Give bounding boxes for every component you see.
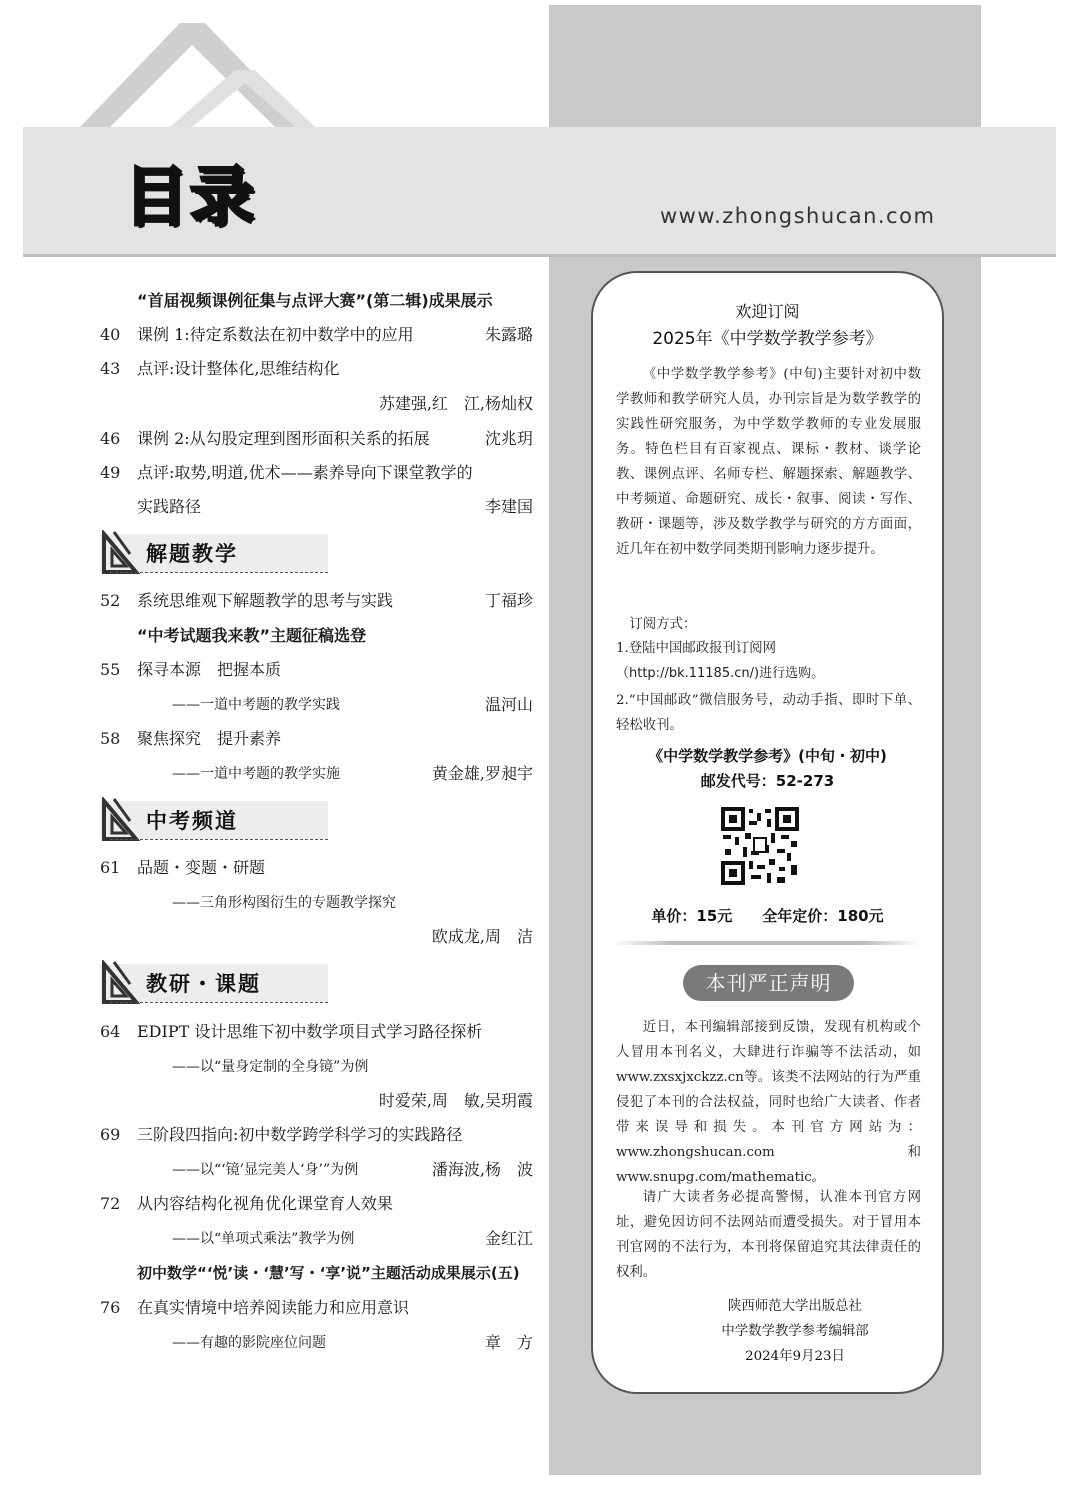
page-number: 46: [100, 429, 121, 448]
signature-editorial: 中学数学教学参考编辑部: [721, 1324, 869, 1339]
section-title: 中考频道: [146, 809, 238, 833]
article-title[interactable]: 课例 2:从勾股定理到图形面积关系的拓展: [137, 429, 430, 448]
article-author: 欧成龙,周 洁: [431, 927, 533, 946]
set-square-icon: [100, 797, 140, 843]
header-divider: [23, 254, 1056, 257]
article-title[interactable]: 探寻本源 把握本质: [137, 660, 282, 679]
article-subtitle: ——三角形构图衍生的专题教学探究: [172, 895, 396, 911]
signature-date: 2024年9月23日: [745, 1349, 845, 1364]
section-title: 教研・课题: [146, 972, 261, 996]
article-title[interactable]: 课例 1:待定系数法在初中数学中的应用: [137, 325, 414, 344]
page-number: 49: [100, 463, 121, 482]
article-subtitle: ——有趣的影院座位问题: [172, 1335, 326, 1351]
order-label: 订阅方式：: [629, 617, 697, 632]
article-subtitle: ——一道中考题的教学实践: [172, 697, 340, 713]
article-author: 李建国: [484, 497, 533, 516]
roof-decoration-icon: [60, 15, 320, 130]
page-number: 40: [100, 325, 121, 344]
journal-intro: 《中学数学教学参考》(中旬)主要针对初中数学教师和教学研究人员，办刊宗旨是为数学教学的实践性研究服务，为中学数学教师的专业发展服务。特色栏目有百家视点、课标・教材、谈学论教、课例点评、名师专栏、解题探索、解题教学、中考频道、命题研究、成长・叙事、阅读・写作、教研・课题等，涉及数学教学与研究的方方面面，近几年在初中数学同类期刊影响力逐步提升。: [616, 367, 921, 557]
journal-title: 2025年《中学数学教学参考》: [652, 329, 883, 349]
section-header-jieti: [100, 530, 330, 574]
article-author: 苏建强,红 江,杨灿权: [378, 394, 533, 413]
article-author: 丁福珍: [484, 591, 533, 610]
article-author: 沈兆玥: [484, 429, 533, 448]
page-number: 72: [100, 1194, 121, 1213]
qr-code-icon[interactable]: [721, 807, 799, 885]
welcome-heading: 欢迎订阅: [735, 302, 800, 321]
price-info: 单价：15元 全年定价：180元: [651, 907, 884, 925]
section-header-zhongkao: [100, 797, 330, 841]
article-author: 金红江: [484, 1229, 533, 1248]
website-url: www.zhongshucan.com: [660, 204, 936, 228]
article-title[interactable]: 点评:设计整体化,思维结构化: [137, 359, 340, 378]
article-author: 章 方: [484, 1333, 533, 1352]
article-title[interactable]: 从内容结构化视角优化课堂育人效果: [137, 1194, 394, 1213]
article-subtitle: ——以“‘镜’显完美人‘身’”为例: [172, 1162, 359, 1178]
notice-paragraph-1: 近日，本刊编辑部接到反馈，发现有机构或个人冒用本刊名义，大肆进行诈骗等不法活动，如www.zxsxjxckzz.cn等。该类不法网站的行为严重侵犯了本刊的合法权益，同时也给广大读者、作者带来误导和损失。本刊官方网站为：www.zhongshucan.com 和 www.snupg.com/mathematic。: [616, 1020, 921, 1185]
set-square-icon: [100, 530, 140, 576]
page-number: 43: [100, 359, 121, 378]
special-heading: “首届视频课例征集与点评大赛”(第二辑)成果展示: [137, 291, 493, 310]
article-author: 朱露璐: [484, 325, 533, 344]
page-title: 目录: [124, 161, 256, 235]
sub-heading: 初中数学“‘悦’读・‘慧’写・‘享’说”主题活动成果展示(五): [137, 1264, 520, 1282]
article-title[interactable]: 聚焦探究 提升素养: [137, 729, 282, 748]
divider: [612, 941, 922, 945]
order-method-1: 1.登陆中国邮政报刊订阅网: [616, 641, 777, 656]
notice-title-badge: 本刊严正声明: [683, 965, 854, 1001]
article-title[interactable]: 系统思维观下解题教学的思考与实践: [137, 591, 394, 610]
page-number: 52: [100, 591, 121, 610]
set-square-icon: [100, 960, 140, 1006]
article-subtitle: ——一道中考题的教学实施: [172, 766, 340, 782]
sub-heading: “中考试题我来教”主题征稿选登: [137, 626, 367, 645]
article-subtitle: ——以“量身定制的全身镜”为例: [172, 1059, 369, 1075]
section-title: 解题教学: [146, 542, 238, 566]
article-title-continued[interactable]: 实践路径: [137, 497, 202, 516]
article-subtitle: ——以“单项式乘法”教学为例: [172, 1231, 355, 1247]
notice-paragraph-2: 请广大读者务必提高警惕，认准本刊官方网址，避免因访问不法网站而遭受损失。对于冒用本刊官网的不法行为，本刊将保留追究其法律责任的权利。: [616, 1190, 921, 1280]
article-author: 时爱荣,周 敏,吴玥霞: [378, 1091, 533, 1110]
signature-publisher: 陕西师范大学出版总社: [728, 1299, 862, 1314]
article-title[interactable]: 三阶段四指向:初中数学跨学科学习的实践路径: [137, 1125, 463, 1144]
order-method-2: 2.“中国邮政”微信服务号，动动手指、即时下单、轻松收刊。: [616, 693, 921, 733]
article-title[interactable]: 在真实情境中培养阅读能力和应用意识: [137, 1298, 410, 1317]
edition-label: 《中学数学教学参考》(中旬・初中): [648, 747, 887, 765]
article-author: 潘海波,杨 波: [431, 1160, 533, 1179]
section-header-jiaoyan: [100, 960, 330, 1004]
order-url[interactable]: （http://bk.11185.cn/)进行选购。: [616, 666, 825, 681]
article-title[interactable]: EDIPT 设计思维下初中数学项目式学习路径探析: [137, 1022, 483, 1041]
page-number: 55: [100, 660, 121, 679]
article-author: 黄金雄,罗昶宇: [431, 764, 533, 783]
article-title[interactable]: 品题・变题・研题: [137, 858, 266, 877]
page-number: 61: [100, 858, 121, 877]
article-title[interactable]: 点评:取势,明道,优术——素养导向下课堂教学的: [137, 463, 473, 482]
page-number: 69: [100, 1125, 121, 1144]
postal-code: 邮发代号：52-273: [700, 772, 835, 790]
page-number: 58: [100, 729, 121, 748]
page-number: 76: [100, 1298, 121, 1317]
article-author: 温河山: [484, 695, 533, 714]
page-number: 64: [100, 1022, 121, 1041]
